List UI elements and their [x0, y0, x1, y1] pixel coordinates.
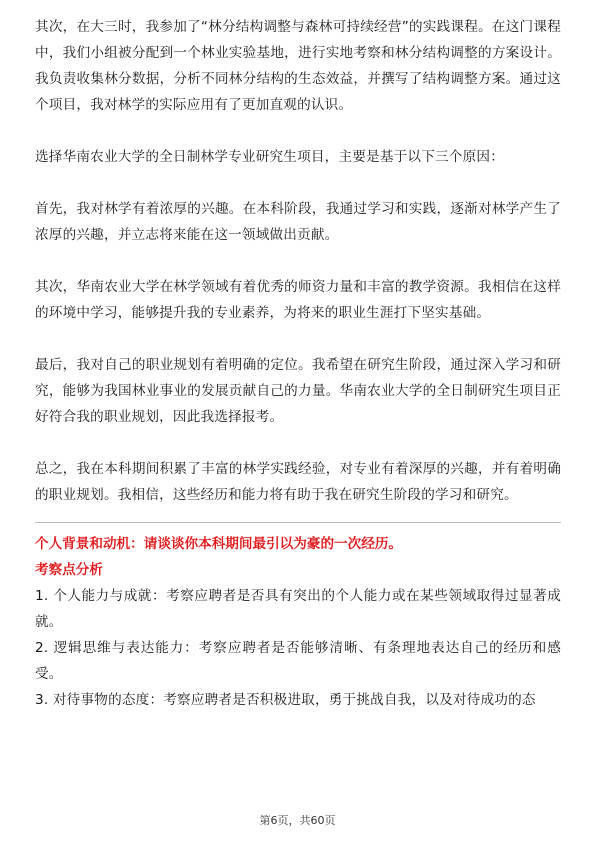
analysis-item: 3. 对待事物的态度：考察应聘者是否积极进取，勇于挑战自我，以及对待成功的态	[35, 692, 536, 708]
paragraph-reason-career: 最后，我对自己的职业规划有着明确的定位。我希望在研究生阶段，通过深入学习和研究，能够为我国林业事业的发展贡献自己的力量。华南农业大学的全日制研究生项目正好符合我的职业规划，因此我选择报考。	[35, 357, 561, 425]
analysis-item: 2. 逻辑思维与表达能力：考察应聘者是否能够清晰、有条理地表达自己的经历和感受。	[35, 640, 561, 682]
analysis-item: 1. 个人能力与成就：考察应聘者是否具有突出的个人能力或在某些领域取得过显著成就。	[35, 588, 561, 630]
page-number-footer: 第6页，共60页	[259, 814, 336, 827]
page-content	[35, 14, 561, 713]
analysis-heading: 考察点分析	[35, 562, 103, 578]
section-divider	[35, 522, 561, 523]
interview-question: 个人背景和动机：请谈谈你本科期间最引以为豪的一次经历。	[35, 536, 403, 552]
paragraph-practice-course: 其次，在大三时，我参加了“林分结构调整与森林可持续经营”的实践课程。在这门课程中，我们小组被分配到一个林业实验基地，进行实地考察和林分结构调整的方案设计。我负责收集林分数据，分析不同林分结构的生态效益，并撰写了结构调整方案。通过这个项目，我对林学的实际应用有了更加直观的认识。	[35, 19, 561, 113]
paragraph-reason-interest: 首先，我对林学有着浓厚的兴趣。在本科阶段，我通过学习和实践，逐渐对林学产生了浓厚的兴趣，并立志将来能在这一领域做出贡献。	[35, 201, 561, 243]
paragraph-reasons-intro: 选择华南农业大学的全日制林学专业研究生项目，主要是基于以下三个原因：	[35, 149, 504, 165]
paragraph-reason-resources: 其次，华南农业大学在林学领域有着优秀的师资力量和丰富的教学资源。我相信在这样的环境中学习，能够提升我的专业素养，为将来的职业生涯打下坚实基础。	[35, 279, 561, 321]
paragraph-summary: 总之，我在本科期间积累了丰富的林学实践经验，对专业有着深厚的兴趣，并有着明确的职业规划。我相信，这些经历和能力将有助于我在研究生阶段的学习和研究。	[35, 461, 561, 503]
